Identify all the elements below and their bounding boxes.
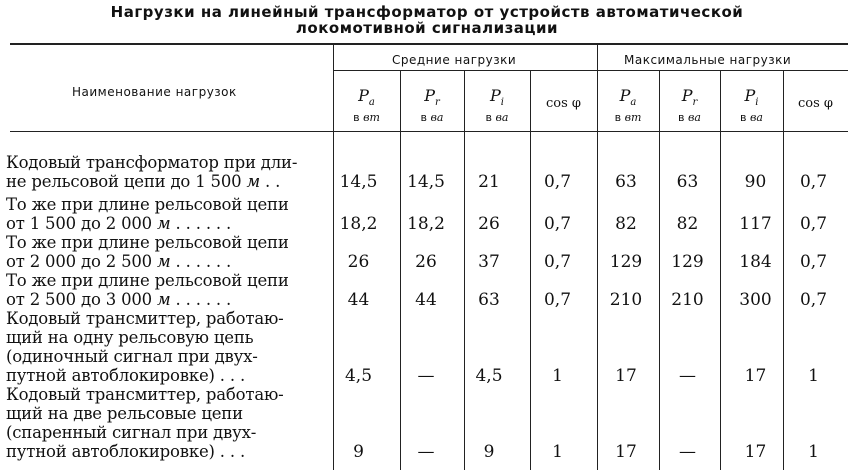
load-name-line: (одиночный сигнал при двух- xyxy=(6,347,258,366)
table-cell: — xyxy=(679,442,696,462)
max-loads-header: Максимальные нагрузки xyxy=(624,53,792,67)
table-cell: 0,7 xyxy=(799,214,828,234)
power-symbol-header: $P_a$ xyxy=(358,86,375,109)
table-cell: — xyxy=(417,442,435,462)
power-symbol-header: $P_a$ xyxy=(619,86,637,109)
load-name-line: щий на две рельсовые цепи xyxy=(6,404,243,423)
table-cell: 9 xyxy=(483,442,495,462)
table-cell: 1 xyxy=(552,366,563,386)
unit-label: в вт xyxy=(614,111,642,124)
table-cell: 26 xyxy=(347,252,370,272)
table-cell: 4,5 xyxy=(475,366,503,386)
column-divider xyxy=(720,71,721,470)
table-cell: 14,5 xyxy=(407,172,445,192)
load-name-line: То же при длине рельсовой цепи xyxy=(6,271,289,290)
power-symbol-header: $P_r$ xyxy=(681,86,698,109)
load-name-line: от 1 500 до 2 000 м . . . . . . xyxy=(6,214,232,233)
unit-label: в ва xyxy=(485,111,509,124)
table-cell: 1 xyxy=(808,366,819,386)
table-cell: 0,7 xyxy=(543,252,572,272)
table-title-line-1: Нагрузки на линейный трансформатор от устройств автоматической xyxy=(110,3,744,21)
load-name-line: щий на одну рельсовую цепь xyxy=(6,328,254,347)
table-cell: 0,7 xyxy=(799,252,828,272)
load-name xyxy=(6,153,326,191)
table-cell: 26 xyxy=(478,214,500,234)
table-cell: 63 xyxy=(478,290,500,310)
power-symbol-header: $P_i$ xyxy=(744,86,759,109)
table-cell: 63 xyxy=(615,172,637,192)
unit-label: в ва xyxy=(678,111,701,124)
load-name xyxy=(6,233,326,271)
table-cell: — xyxy=(417,366,435,386)
table-cell: 4,5 xyxy=(344,366,373,386)
table-cell: 90 xyxy=(744,172,767,192)
unit-label: в ва xyxy=(420,111,444,124)
header-bottom-rule xyxy=(10,131,848,132)
load-name-line: То же при длине рельсовой цепи xyxy=(6,233,289,252)
table-cell: 210 xyxy=(671,290,704,310)
table-cell: 117 xyxy=(739,214,772,234)
table-cell: 18,2 xyxy=(339,214,378,234)
table-cell: 37 xyxy=(478,252,500,272)
table-cell: 1 xyxy=(552,442,563,462)
load-name-line: Кодовый трансформатор при дли- xyxy=(6,153,298,172)
unit-label: в вт xyxy=(353,111,380,124)
average-loads-header: Средние нагрузки xyxy=(392,53,517,67)
group-rule xyxy=(333,70,848,71)
table-cell: 129 xyxy=(609,252,643,272)
table-cell: 44 xyxy=(415,290,437,310)
load-name xyxy=(6,271,326,309)
load-name-line: То же при длине рельсовой цепи xyxy=(6,195,289,214)
table-cell: 17 xyxy=(744,366,767,386)
load-name-line: путной автоблокировке) . . . xyxy=(6,366,246,385)
load-name-line: не рельсовой цепи до 1 500 м . . xyxy=(6,172,281,191)
table-cell: — xyxy=(679,366,696,386)
load-name-line: от 2 000 до 2 500 м . . . . . . xyxy=(6,252,232,271)
name-column-header: Наименование нагрузок xyxy=(72,85,237,99)
unit-label: в ва xyxy=(740,111,763,124)
table-cell: 82 xyxy=(615,214,637,234)
table-cell: 129 xyxy=(671,252,704,272)
table-cell: 21 xyxy=(478,172,500,192)
load-name xyxy=(6,195,326,233)
cos-phi-header: cos φ xyxy=(545,96,581,111)
load-name xyxy=(6,385,326,461)
power-symbol-header: $P_r$ xyxy=(424,86,440,109)
table-cell: 184 xyxy=(739,252,772,272)
load-name-line: (спаренный сигнал при двух- xyxy=(6,423,257,442)
table-cell: 17 xyxy=(744,442,767,462)
load-name-line: Кодовый трансмиттер, работаю- xyxy=(6,385,284,404)
load-name-line: путной автоблокировке) . . . xyxy=(6,442,246,461)
cos-phi-header: cos φ xyxy=(797,96,833,111)
load-name-line: от 2 500 до 3 000 м . . . . . . xyxy=(6,290,232,309)
power-symbol-header: $P_i$ xyxy=(490,86,504,109)
table-cell: 300 xyxy=(739,290,772,310)
table-cell: 0,7 xyxy=(543,290,572,310)
table-cell: 44 xyxy=(347,290,370,310)
top-rule xyxy=(10,43,848,45)
load-name xyxy=(6,309,326,385)
table-cell: 82 xyxy=(676,214,699,234)
table-cell: 1 xyxy=(808,442,819,462)
table-cell: 9 xyxy=(353,442,364,462)
table-cell: 63 xyxy=(676,172,699,192)
load-name-line: Кодовый трансмиттер, работаю- xyxy=(6,309,284,328)
table-cell: 14,5 xyxy=(339,172,378,192)
table-cell: 0,7 xyxy=(543,172,572,192)
table-cell: 0,7 xyxy=(799,172,828,192)
table-cell: 0,7 xyxy=(799,290,828,310)
table-cell: 210 xyxy=(609,290,643,310)
table-cell: 17 xyxy=(615,366,637,386)
table-cell: 17 xyxy=(615,442,637,462)
table-cell: 0,7 xyxy=(543,214,572,234)
table-cell: 26 xyxy=(415,252,437,272)
table-title-line-2: локомотивной сигнализации xyxy=(295,19,559,37)
table-cell: 18,2 xyxy=(407,214,445,234)
